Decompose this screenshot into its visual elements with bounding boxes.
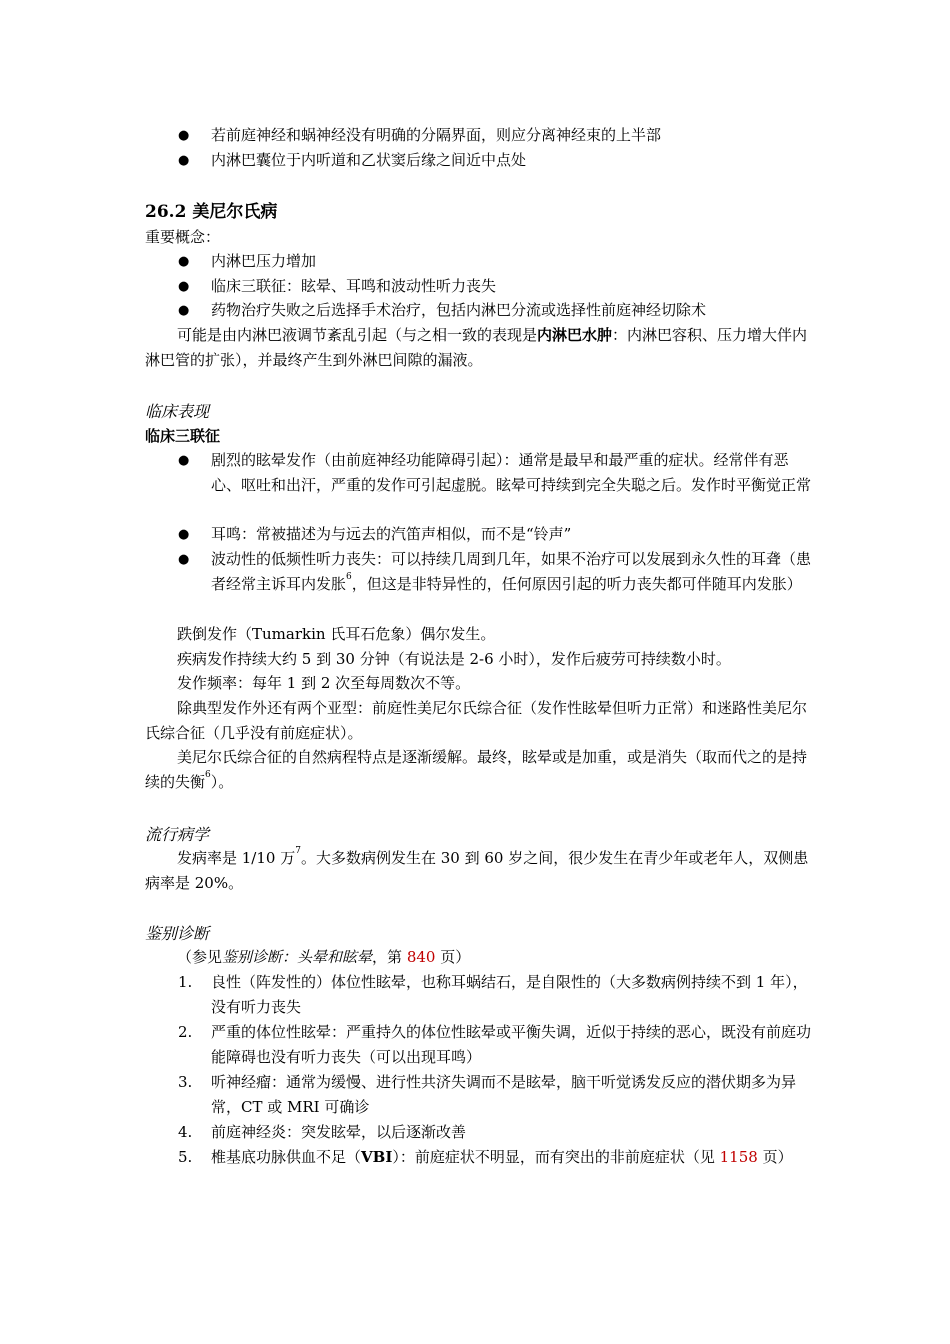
list-item xyxy=(145,1070,813,1120)
list-number: 3. xyxy=(178,1073,193,1091)
list-item xyxy=(145,1120,813,1145)
list-item xyxy=(145,522,813,547)
differential-reference xyxy=(145,945,810,970)
bullet-icon: ● xyxy=(178,128,190,143)
list-item xyxy=(145,148,813,173)
list-number: 2. xyxy=(178,1023,193,1041)
paragraph-text-end: 。大多数病例发生在 30 到 60 岁之间，很少发生在青少年或老年人，双侧患病率是 20%。 xyxy=(145,849,809,892)
list-number: 5. xyxy=(178,1148,193,1166)
triad-text xyxy=(211,547,813,597)
epidemiology-paragraph xyxy=(145,846,810,896)
bullet-icon: ● xyxy=(178,254,190,269)
list-item-text: 前庭神经炎：突发眩晕，以后逐渐改善 xyxy=(211,1123,467,1141)
ref-link-text: 鉴别诊断：头晕和眩晕 xyxy=(222,948,373,966)
list-item xyxy=(145,970,813,1020)
list-item xyxy=(145,249,813,274)
cause-paragraph xyxy=(145,323,810,373)
bullet-icon: ● xyxy=(178,552,190,567)
bullet-icon: ● xyxy=(178,303,190,318)
paragraph-text: 发病率是 1/10 万 xyxy=(177,849,296,867)
paragraph: 除典型发作外还有两个亚型：前庭性美尼尔氏综合征（发作性眩晕但听力正常）和迷路性美尼尔氏综合征（几乎没有前庭症状）。 xyxy=(145,699,808,742)
abbr-bold: VBI xyxy=(361,1148,393,1166)
paragraph: 疾病发作持续大约 5 到 30 分钟（有说法是 2-6 小时），发作后疲劳可持续数小时。 xyxy=(177,650,731,668)
list-item-text: 严重的体位性眩晕：严重持久的体位性眩晕或平衡失调，近似于持续的恶心，既没有前庭功能障碍也没有听力丧失（可以出现耳鸣） xyxy=(211,1023,812,1066)
bullet-icon: ● xyxy=(178,279,190,294)
list-item xyxy=(145,298,813,323)
triad-text-part: 波动性的低频性听力丧失：可以持续几周到几年，如果不治疗可以发展到永久性的耳聋（患者经常主诉耳内发胀 xyxy=(211,550,812,593)
list-item-text: 若前庭神经和蜗神经没有明确的分隔界面，则应分离神经束的上半部 xyxy=(211,126,662,144)
section-title: 26.2 美尼尔氏病 xyxy=(145,202,278,222)
list-item xyxy=(145,123,813,148)
citation-sup: 6 xyxy=(346,572,352,582)
paragraph xyxy=(145,745,810,795)
cause-bold-term: 内淋巴水肿 xyxy=(537,326,613,344)
differential-heading: 鉴别诊断 xyxy=(145,924,210,943)
bullet-icon: ● xyxy=(178,453,190,468)
triad-text: 耳鸣：常被描述为与远去的汽笛声相似，而不是“铃声” xyxy=(211,525,572,543)
paragraph: 跌倒发作（Tumarkin 氏耳石危象）偶尔发生。 xyxy=(177,625,496,643)
concept-text: 药物治疗失败之后选择手术治疗，包括内淋巴分流或选择性前庭神经切除术 xyxy=(211,301,707,319)
list-item xyxy=(145,274,813,299)
list-number: 4. xyxy=(178,1123,193,1141)
paragraph: 发作频率：每年 1 到 2 次至每周数次不等。 xyxy=(177,674,471,692)
cause-text: 可能是由内淋巴液调节紊乱引起（与之相一致的表现是 xyxy=(177,326,538,344)
triad-text: 剧烈的眩晕发作（由前庭神经功能障碍引起）：通常是最早和最严重的症状。经常伴有恶心、呕吐和出汗，严重的发作可引起虚脱。眩晕可持续到完全失聪之后。发作时平衡觉正常 xyxy=(211,451,812,494)
concept-text: 临床三联征：眩晕、耳鸣和波动性听力丧失 xyxy=(211,277,497,295)
page-link[interactable]: 1158 xyxy=(719,1148,758,1166)
ref-text: （参见 xyxy=(177,948,223,966)
citation-sup: 7 xyxy=(295,846,301,856)
list-item xyxy=(145,547,813,597)
list-item-text: 良性（阵发性的）体位性眩晕，也称耳蜗结石，是自限性的（大多数病例持续不到 1 年），没有听力丧失 xyxy=(211,973,808,1016)
list-item-text xyxy=(211,1145,813,1170)
item-text-part: 页） xyxy=(757,1148,793,1166)
concepts-label: 重要概念： xyxy=(145,228,221,246)
paragraph-text-end: ）。 xyxy=(210,773,234,791)
triad-text-part: ，但这是非特异性的，任何原因引起的听力丧失都可伴随耳内发胀） xyxy=(351,575,802,593)
citation-sup: 6 xyxy=(205,770,211,780)
triad-heading: 临床三联征 xyxy=(145,427,221,445)
bullet-icon: ● xyxy=(178,527,190,542)
item-text-part: 椎基底功脉供血不足（ xyxy=(211,1148,362,1166)
epidemiology-heading: 流行病学 xyxy=(145,825,210,844)
cause-text-end: ：内淋巴容积、压力增大伴内淋巴管的扩张），并最终产生到外淋巴间隙的漏液。 xyxy=(145,326,808,369)
list-item xyxy=(145,1145,813,1170)
item-text-part: ）：前庭症状不明显，而有突出的非前庭症状（见 xyxy=(392,1148,720,1166)
clinical-heading: 临床表现 xyxy=(145,402,210,421)
bullet-icon: ● xyxy=(178,153,190,168)
paragraph-text: 美尼尔氏综合征的自然病程特点是逐渐缓解。最终，眩晕或是加重，或是消失（取而代之的是持续的失衡 xyxy=(145,748,808,791)
list-item xyxy=(145,1020,813,1070)
ref-text: ，第 xyxy=(372,948,407,966)
ref-text: 页） xyxy=(435,948,471,966)
list-item-text: 听神经瘤：通常为缓慢、进行性共济失调而不是眩晕，脑干听觉诱发反应的潜伏期多为异常，CT 或 MRI 可确诊 xyxy=(211,1073,797,1116)
list-item-text: 内淋巴囊位于内听道和乙状窦后缘之间近中点处 xyxy=(211,151,527,169)
concept-text: 内淋巴压力增加 xyxy=(211,252,317,270)
page-link[interactable]: 840 xyxy=(406,948,436,966)
list-number: 1. xyxy=(178,973,193,991)
list-item xyxy=(145,448,813,498)
